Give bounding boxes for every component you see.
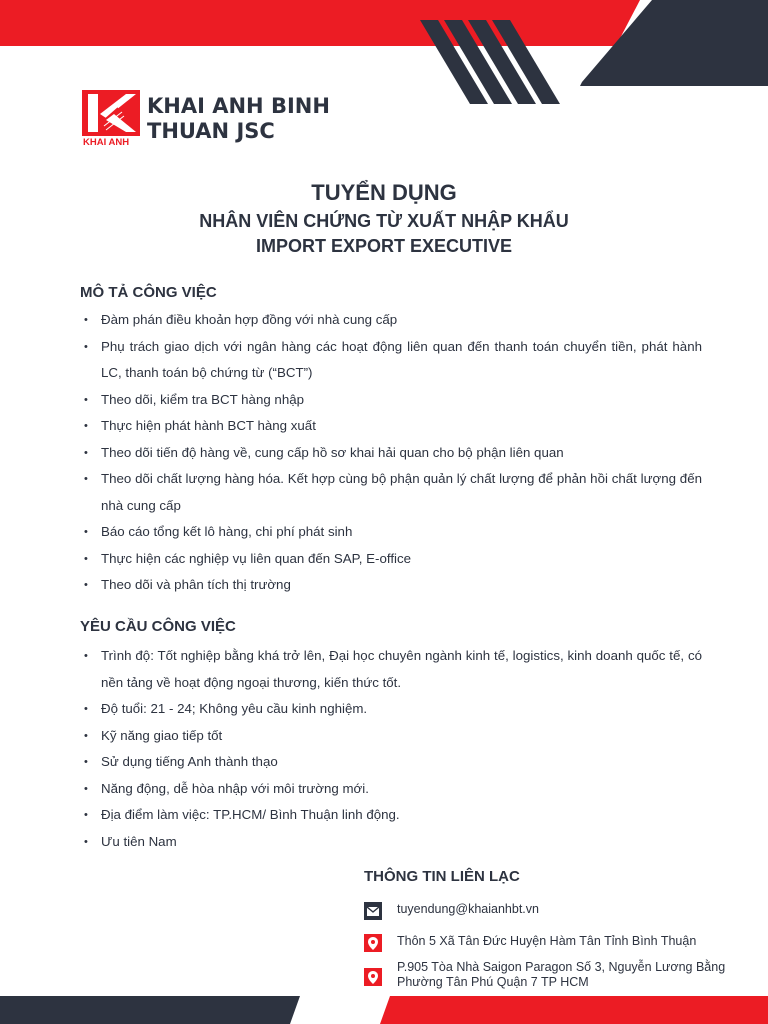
location-pin-icon [364,934,382,952]
logo-text: KHAI ANH [83,137,130,146]
position-title-vi: NHÂN VIÊN CHỨNG TỪ XUẤT NHẬP KHẨU [199,211,569,231]
company-name [147,94,407,144]
contact-address-2-line2: Phường Tân Phú Quận 7 TP HCM [397,975,589,989]
footer-decoration [0,996,768,1024]
list-item: • Ưu tiên Nam [80,829,702,856]
list-item: • Kỹ năng giao tiếp tốt [80,723,702,750]
list-item: • Theo dõi, kiểm tra BCT hàng nhập [80,387,702,414]
list-item: • Trình độ: Tốt nghiệp bằng khá trở lên, Đại học chuyên ngành kinh tế, logistics, kinh doanh quốc tế, có nền tảng về hoạt động ngoại thương, kiến thức tốt. [80,643,702,696]
list-item: • Báo cáo tổng kết lô hàng, chi phí phát sinh [80,519,702,546]
location-pin-icon [364,968,382,986]
contact-address-1: Thôn 5 Xã Tân Đức Huyện Hàm Tân Tỉnh Bình Thuận [397,934,697,948]
khai-anh-logo-icon [82,90,142,146]
list-item: • Theo dõi chất lượng hàng hóa. Kết hợp cùng bộ phận quản lý chất lượng để phản hồi chất lượng đến nhà cung cấp [80,466,702,519]
company-logo [82,90,382,150]
job-description-list [80,307,702,599]
position-title-en: IMPORT EXPORT EXECUTIVE [255,236,513,256]
list-item: • Phụ trách giao dịch với ngân hàng các hoạt động liên quan đến thanh toán chuyển tiền, phát hành LC, thanh toán bộ chứng từ (“BCT”) [80,334,702,387]
company-name-line2: THUAN JSC [147,119,275,143]
contact-address-2 [397,960,725,990]
job-requirements-heading: YÊU CẦU CÔNG VIỆC [80,618,236,635]
contact-heading: THÔNG TIN LIÊN LẠC [364,868,520,885]
list-item: • Đàm phán điều khoản hợp đồng với nhà cung cấp [80,307,702,334]
list-item: • Độ tuổi: 21 - 24; Không yêu cầu kinh nghiệm. [80,696,702,723]
contact-email-link[interactable]: tuyendung@khaianhbt.vn [397,902,539,916]
contact-address-2-line1: P.905 Tòa Nhà Saigon Paragon Số 3, Nguyễn Lương Bằng [397,960,726,974]
list-item: • Thực hiện các nghiệp vụ liên quan đến SAP, E-office [80,546,702,573]
list-item: • Thực hiện phát hành BCT hàng xuất [80,413,702,440]
list-item: • Địa điểm làm việc: TP.HCM/ Bình Thuận linh động. [80,802,702,829]
job-requirements-list [80,643,702,855]
company-name-line1: KHAI ANH BINH [147,94,330,118]
list-item: • Theo dõi tiến độ hàng về, cung cấp hồ sơ khai hải quan cho bộ phận liên quan [80,440,702,467]
email-icon [364,902,382,920]
list-item: • Theo dõi và phân tích thị trường [80,572,702,599]
list-item: • Năng động, dễ hòa nhập với môi trường mới. [80,776,702,803]
page-title: TUYỂN DỤNG [311,180,457,205]
job-description-heading: MÔ TẢ CÔNG VIỆC [80,284,217,301]
list-item: • Sử dụng tiếng Anh thành thạo [80,749,702,776]
